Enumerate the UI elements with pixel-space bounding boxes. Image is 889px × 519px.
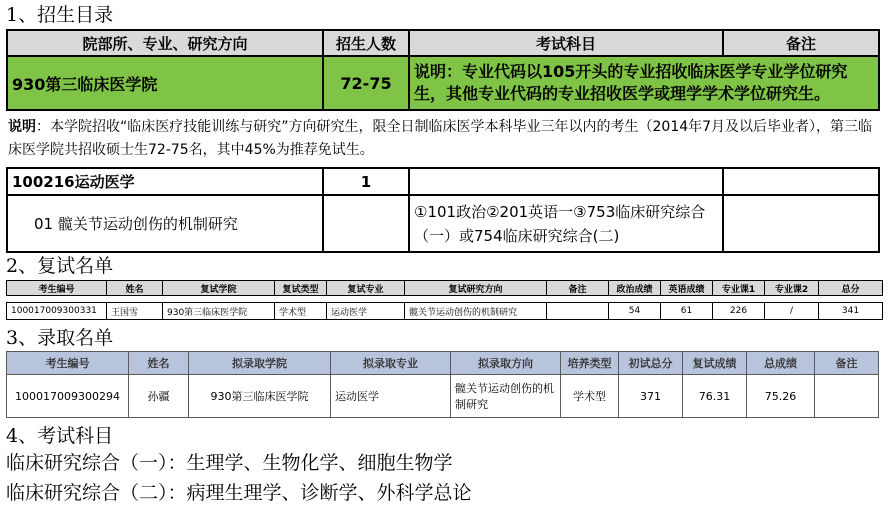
section-title-subjects: 4、考试科目 <box>6 425 114 447</box>
retest-header: 专业课1 <box>713 281 765 296</box>
retest-cell: 王国雪 <box>107 303 163 320</box>
subject-line: 临床研究综合（一）：生理学、生物化学、细胞生物学 <box>6 452 453 474</box>
catalog-header: 招生人数 <box>323 30 409 56</box>
admit-header: 拟录取学院 <box>189 352 331 375</box>
retest-cell: 学术型 <box>275 303 327 320</box>
section-title-admit: 3、录取名单 <box>6 327 114 349</box>
admit-cell <box>815 375 879 418</box>
admit-table <box>6 351 879 418</box>
retest-header: 政治成绩 <box>609 281 661 296</box>
admit-cell: 100017009300294 <box>7 375 129 418</box>
catalog-header: 备注 <box>723 30 879 56</box>
retest-cell: 226 <box>713 303 765 320</box>
admit-cell: 930第三临床医学院 <box>189 375 331 418</box>
admit-cell: 髋关节运动创伤的机制研究 <box>451 375 561 418</box>
retest-header: 复试研究方向 <box>405 281 547 296</box>
retest-cell: 髋关节运动创伤的机制研究 <box>405 303 547 320</box>
research-direction: 01 髋关节运动创伤的机制研究 <box>7 195 323 252</box>
retest-header: 复试学院 <box>163 281 275 296</box>
admit-cell: 75.26 <box>747 375 815 418</box>
catalog-table <box>6 29 880 111</box>
retest-header: 专业课2 <box>765 281 819 296</box>
retest-header: 复试专业 <box>327 281 405 296</box>
retest-cell: 100017009300331 <box>7 303 107 320</box>
major-name: 100216运动医学 <box>7 168 323 195</box>
admit-header: 考生编号 <box>7 352 129 375</box>
school-count: 72-75 <box>323 56 409 110</box>
major-count: 1 <box>323 168 409 195</box>
admit-header: 拟录取方向 <box>451 352 561 375</box>
subject-line: 临床研究综合（二）：病理生理学、诊断学、外科学总论 <box>6 482 472 504</box>
retest-cell: 930第三临床医学院 <box>163 303 275 320</box>
catalog-header: 考试科目 <box>409 30 723 56</box>
section-title-retest: 2、复试名单 <box>6 255 114 277</box>
catalog-note: 说明：专业代码以105开头的专业招收临床医学专业学位研究生，其他专业代码的专业招收医学或理学学术学位研究生。 <box>409 56 879 110</box>
retest-table <box>6 280 883 320</box>
admit-cell: 学术型 <box>561 375 619 418</box>
retest-cell: 61 <box>661 303 713 320</box>
major-table <box>6 167 880 253</box>
school-name: 930第三临床医学院 <box>7 56 323 110</box>
retest-header: 英语成绩 <box>661 281 713 296</box>
retest-header: 姓名 <box>107 281 163 296</box>
retest-cell <box>547 303 609 320</box>
admit-header: 拟录取专业 <box>331 352 451 375</box>
retest-cell: 54 <box>609 303 661 320</box>
admit-cell: 371 <box>619 375 683 418</box>
admit-header: 姓名 <box>129 352 189 375</box>
admit-cell: 运动医学 <box>331 375 451 418</box>
admit-header: 复试成绩 <box>683 352 747 375</box>
admit-header: 初试总分 <box>619 352 683 375</box>
catalog-header: 院部所、专业、研究方向 <box>7 30 323 56</box>
admit-header: 培养类型 <box>561 352 619 375</box>
exam-subjects: ①101政治②201英语一③753临床研究综合（一）或754临床研究综合(二) <box>409 195 723 252</box>
retest-header: 总分 <box>819 281 883 296</box>
retest-cell: / <box>765 303 819 320</box>
retest-header: 备注 <box>547 281 609 296</box>
section-title-catalog: 1、招生目录 <box>6 4 114 26</box>
admit-cell: 76.31 <box>683 375 747 418</box>
school-explanation: 说明：本学院招收“临床医疗技能训练与研究”方向研究生，限全日制临床医学本科毕业三年以内的考生（2014年7月及以后毕业者），第三临床医学院共招收硕士生72-75名，其中45%为推荐免试生。 <box>8 119 873 158</box>
retest-cell: 341 <box>819 303 883 320</box>
admit-header: 总成绩 <box>747 352 815 375</box>
retest-cell: 运动医学 <box>327 303 405 320</box>
retest-header: 考生编号 <box>7 281 107 296</box>
retest-header: 复试类型 <box>275 281 327 296</box>
admit-header: 备注 <box>815 352 879 375</box>
admit-cell: 孙疆 <box>129 375 189 418</box>
